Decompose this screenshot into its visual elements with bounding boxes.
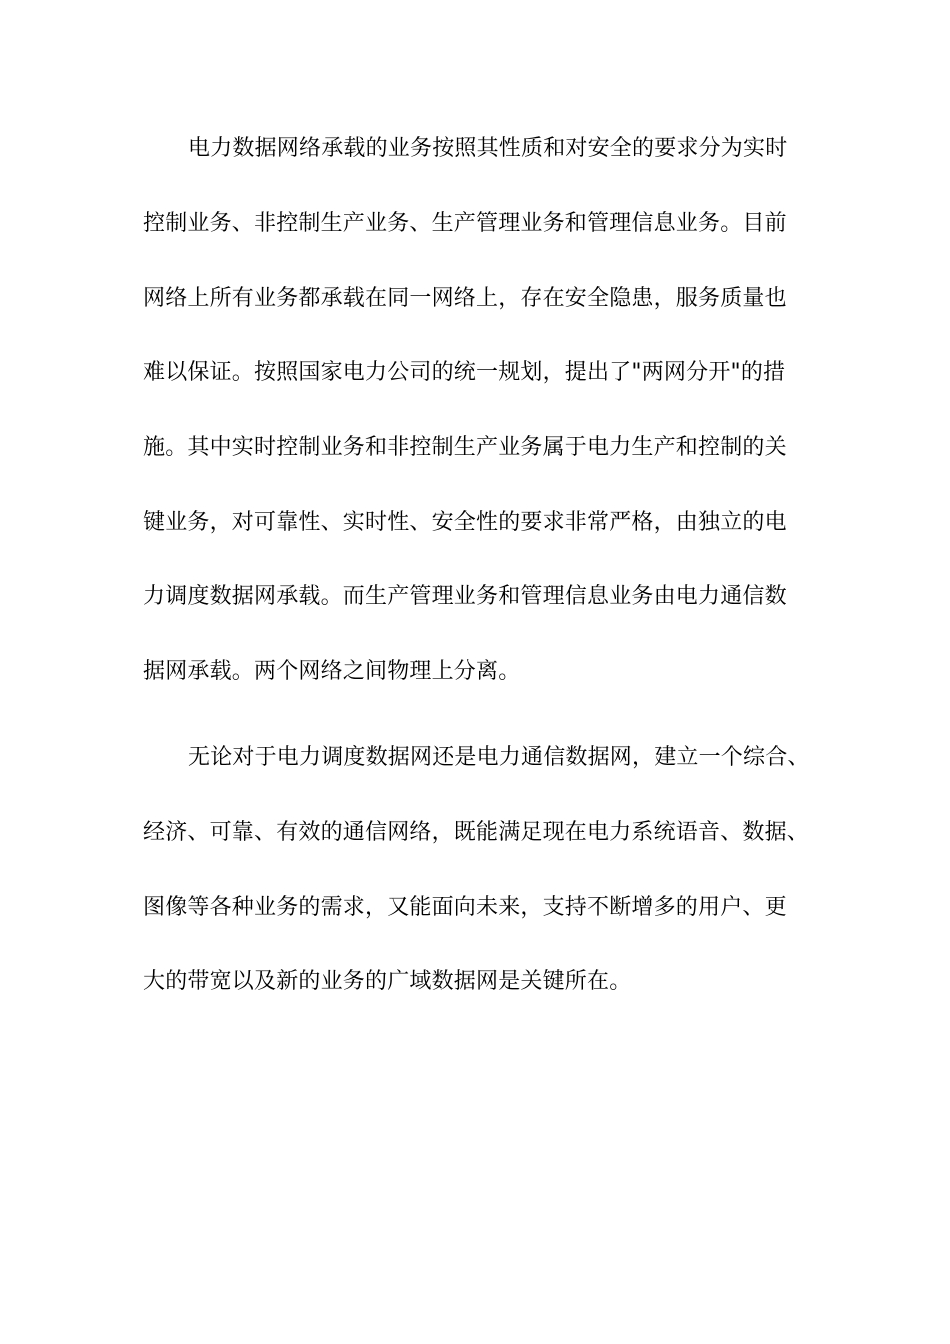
paragraph-line: 据网承载。两个网络之间物理上分离。	[143, 659, 521, 684]
paragraph-line: 网络上所有业务都承载在同一网络上，存在安全隐患，服务质量也	[143, 286, 787, 311]
paragraph-line: 难以保证。按照国家电力公司的统一规划，提出了"两网分开"的措	[143, 360, 786, 385]
paragraph-line: 电力数据网络承载的业务按照其性质和对安全的要求分为实时	[188, 136, 788, 161]
paragraph-line: 键业务，对可靠性、实时性、安全性的要求非常严格，由独立的电	[143, 510, 787, 535]
paragraph-line: 无论对于电力调度数据网还是电力通信数据网，建立一个综合、	[188, 745, 810, 770]
paragraph-line: 经济、可靠、有效的通信网络，既能满足现在电力系统语音、数据、	[143, 820, 810, 845]
paragraph-line: 施。其中实时控制业务和非控制生产业务属于电力生产和控制的关	[143, 435, 787, 460]
paragraph-line: 控制业务、非控制生产业务、生产管理业务和管理信息业务。目前	[143, 211, 787, 236]
paragraph-line: 图像等各种业务的需求，又能面向未来，支持不断增多的用户、更	[143, 895, 787, 920]
paragraph-line: 大的带宽以及新的业务的广域数据网是关键所在。	[143, 969, 632, 994]
paragraph-line: 力调度数据网承载。而生产管理业务和管理信息业务由电力通信数	[143, 584, 787, 609]
